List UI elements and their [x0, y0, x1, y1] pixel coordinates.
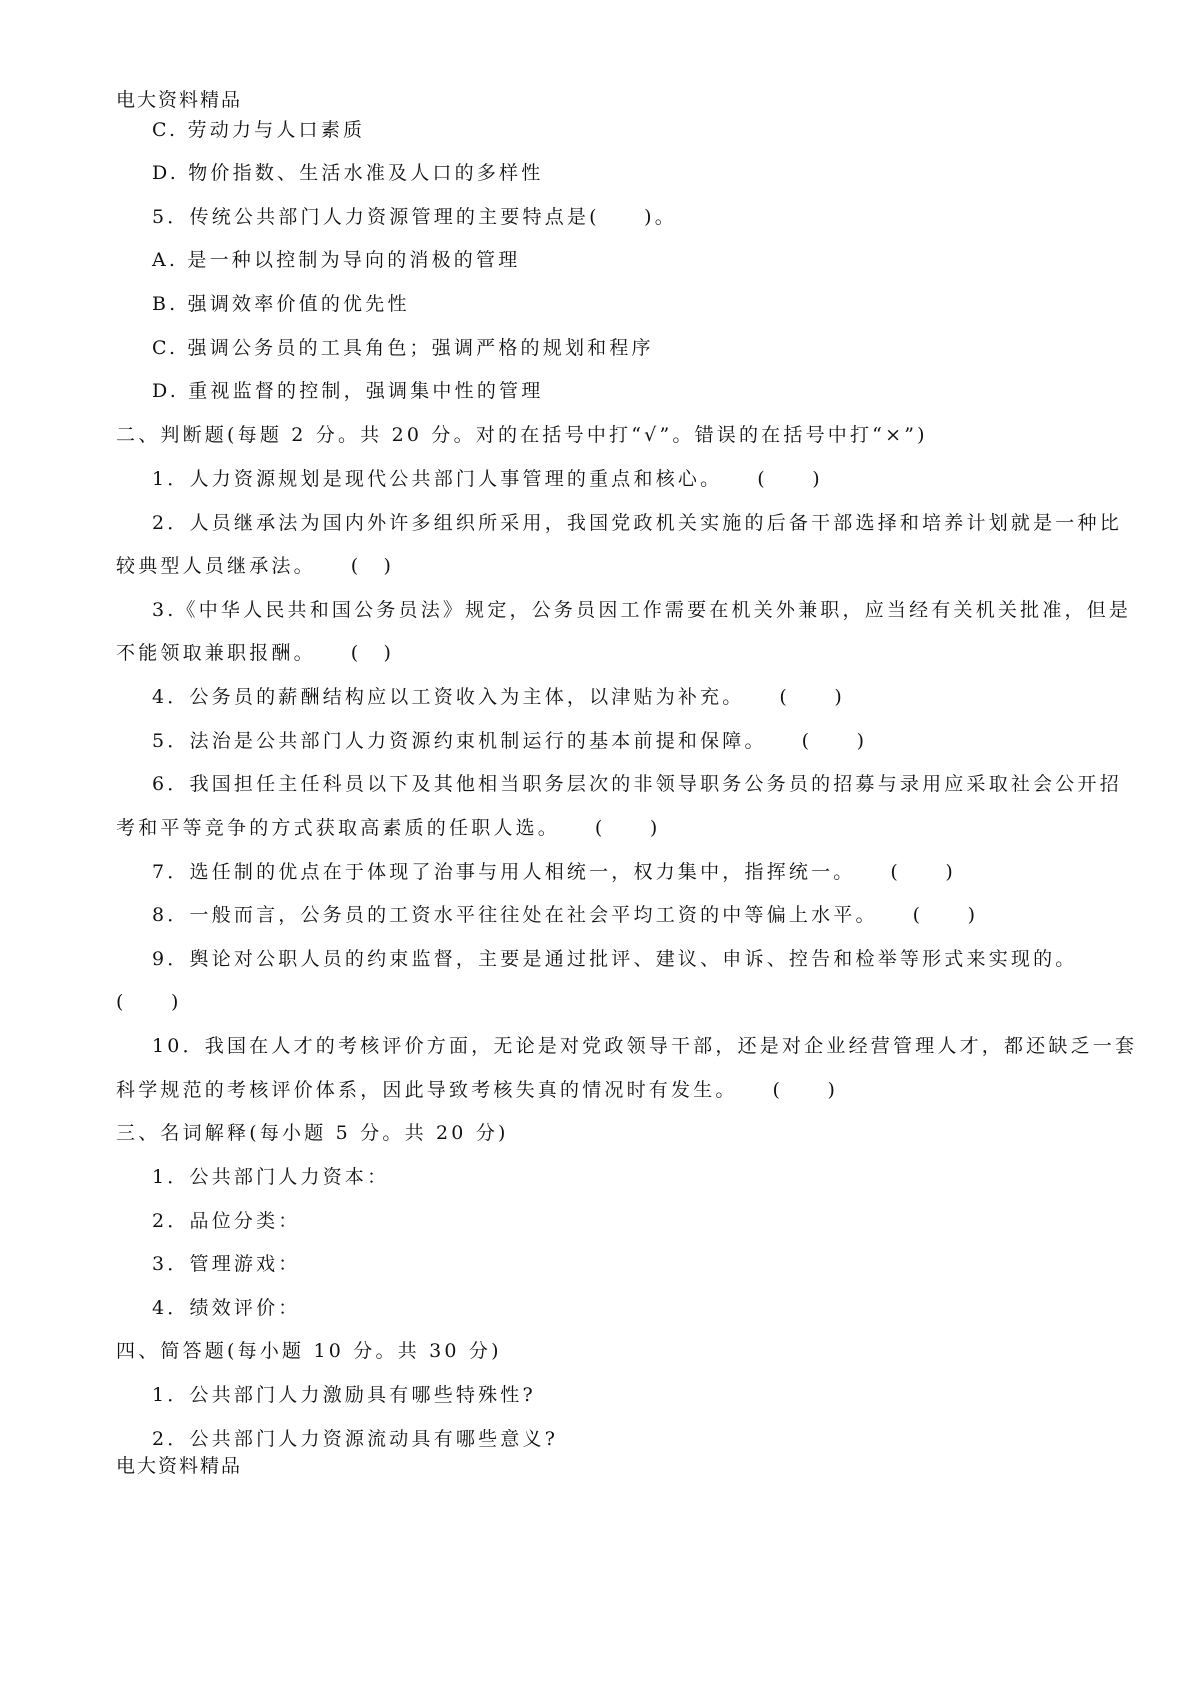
term-question-2: 2．品位分类：: [152, 1210, 301, 1232]
option-a-control-oriented: A. 是一种以控制为导向的消极的管理: [152, 249, 521, 271]
judgment-question-10-line-2: 科学规范的考核评价体系，因此导致考核失真的情况时有发生。 ( ): [116, 1079, 839, 1101]
option-c-tool-role: C. 强调公务员的工具角色；强调严格的规划和程序: [152, 337, 654, 359]
judgment-question-6-line-1: 6．我国担任主任科员以下及其他相当职务层次的非领导职务公务员的招募与录用应采取社会公开招: [152, 773, 1122, 795]
judgment-question-5: 5．法治是公共部门人力资源约束机制运行的基本前提和保障。 ( ): [152, 730, 868, 752]
term-question-3: 3．管理游戏：: [152, 1253, 301, 1275]
term-question-1: 1．公共部门人力资本：: [152, 1166, 390, 1188]
question-5-traditional-hrm: 5．传统公共部门人力资源管理的主要特点是( )。: [152, 206, 677, 228]
judgment-question-7: 7．选任制的优点在于体现了治事与用人相统一，权力集中，指挥统一。 ( ): [152, 861, 957, 883]
option-d-supervision-control: D. 重视监督的控制，强调集中性的管理: [152, 380, 544, 402]
short-answer-question-2: 2．公共部门人力资源流动具有哪些意义?: [152, 1428, 559, 1450]
judgment-question-1: 1．人力资源规划是现代公共部门人事管理的重点和核心。 ( ): [152, 468, 823, 490]
judgment-question-9-line-1: 9．舆论对公职人员的约束监督，主要是通过批评、建议、申诉、控告和检举等形式来实现的。: [152, 948, 1078, 970]
option-b-efficiency-priority: B. 强调效率价值的优先性: [152, 293, 410, 315]
judgment-question-8: 8．一般而言，公务员的工资水平往往处在社会平均工资的中等偏上水平。 ( ): [152, 904, 979, 926]
judgment-question-2-line-2: 较典型人员继承法。 ( ): [116, 555, 395, 577]
judgment-question-3-line-1: 3.《中华人民共和国公务员法》规定，公务员因工作需要在机关外兼职，应当经有关机关批准，但是: [152, 599, 1132, 621]
section-4-heading: 四、简答题(每小题 10 分。共 30 分): [116, 1340, 502, 1362]
option-d-price-index: D. 物价指数、生活水准及人口的多样性: [152, 162, 544, 184]
judgment-question-4: 4．公务员的薪酬结构应以工资收入为主体，以津贴为补充。 ( ): [152, 686, 846, 708]
section-2-heading: 二、判断题(每题 2 分。共 20 分。对的在括号中打“√”。错误的在括号中打“×”): [116, 424, 928, 446]
term-question-4: 4．绩效评价：: [152, 1297, 301, 1319]
option-c-labor-quality: C. 劳动力与人口素质: [152, 119, 366, 141]
footer-watermark-text: 电大资料精品: [116, 1455, 243, 1477]
short-answer-question-1: 1．公共部门人力激励具有哪些特殊性?: [152, 1384, 536, 1406]
judgment-question-9-line-2: ( ): [116, 991, 182, 1013]
judgment-question-2-line-1: 2．人员继承法为国内外许多组织所采用，我国党政机关实施的后备干部选择和培养计划就是一种比: [152, 512, 1122, 534]
judgment-question-3-line-2: 不能领取兼职报酬。 ( ): [116, 642, 395, 664]
judgment-question-10-line-1: 10．我国在人才的考核评价方面，无论是对党政领导干部，还是对企业经营管理人才，都还缺乏一套: [152, 1035, 1138, 1057]
section-3-heading: 三、名词解释(每小题 5 分。共 20 分): [116, 1122, 509, 1144]
header-watermark-text: 电大资料精品: [116, 89, 243, 111]
judgment-question-6-line-2: 考和平等竞争的方式获取高素质的任职人选。 ( ): [116, 817, 661, 839]
